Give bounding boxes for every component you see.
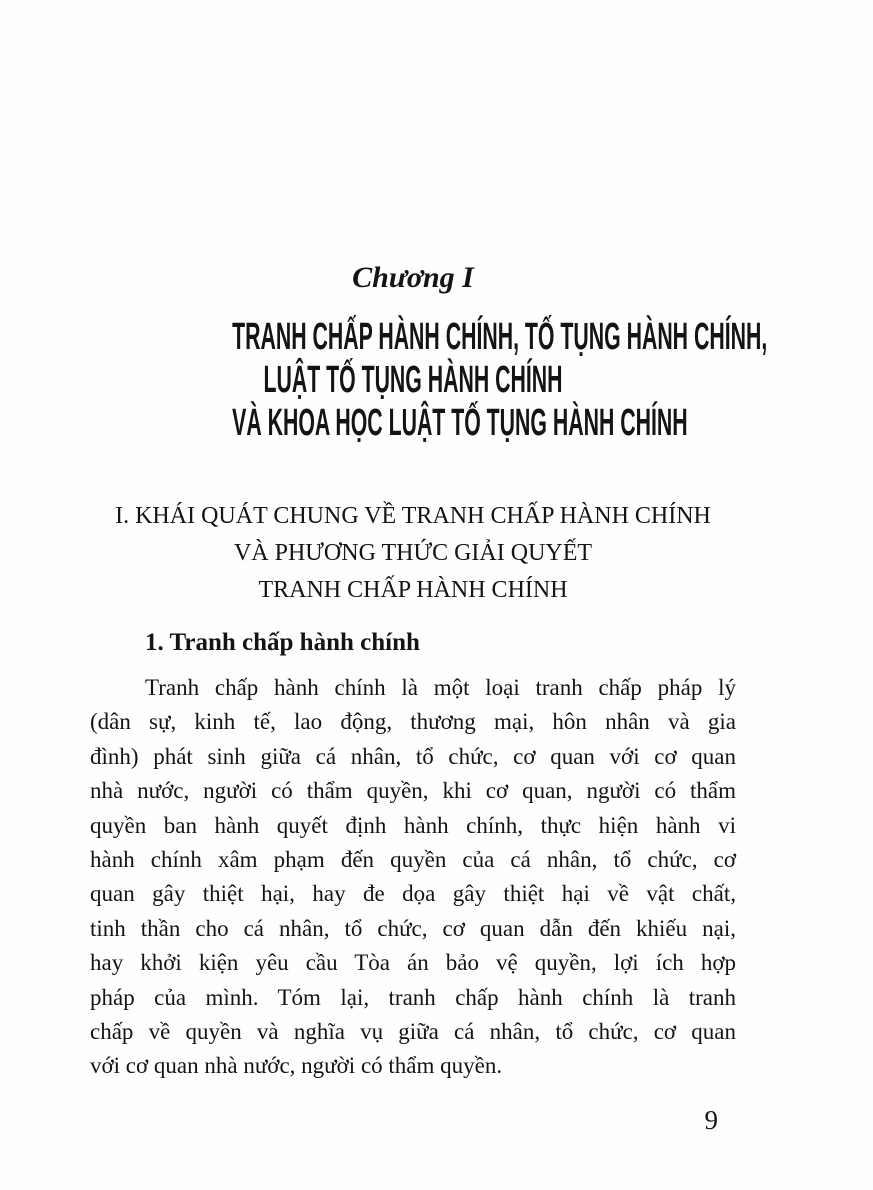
chapter-title-line: TRANH CHẤP HÀNH CHÍNH, TỐ TỤNG HÀNH CHÍNH, xyxy=(232,316,768,358)
section-heading-line: TRANH CHẤP HÀNH CHÍNH xyxy=(258,577,568,603)
section-heading xyxy=(90,498,736,609)
paragraph-line: đình) phát sinh giữa cá nhân, tổ chức, cơ quan với cơ quan xyxy=(90,743,736,769)
paragraph-line: quyền ban hành quyết định hành chính, thực hiện hành vi xyxy=(90,812,736,838)
paragraph-line: chấp về quyền và nghĩa vụ giữa cá nhân, tổ chức, cơ quan xyxy=(90,1019,736,1045)
subsection-heading: 1. Tranh chấp hành chính xyxy=(145,629,420,656)
section-heading-line: VÀ PHƯƠNG THỨC GIẢI QUYẾT xyxy=(233,540,593,566)
paragraph xyxy=(90,671,736,1084)
section-heading-line: I. KHÁI QUÁT CHUNG VỀ TRANH CHẤP HÀNH CHÍNH xyxy=(115,503,711,529)
chapter-title xyxy=(90,316,768,445)
chapter-title-line: VÀ KHOA HỌC LUẬT TỐ TỤNG HÀNH CHÍNH xyxy=(232,402,688,444)
paragraph-line: (dân sự, kinh tế, lao động, thương mại, hôn nhân và gia xyxy=(90,709,736,735)
paragraph-line: với cơ quan nhà nước, người có thẩm quyền. xyxy=(90,1053,503,1079)
chapter-title-line: LUẬT TỐ TỤNG HÀNH CHÍNH xyxy=(263,359,563,401)
page-number: 9 xyxy=(704,1105,718,1135)
paragraph-line: Tranh chấp hành chính là một loại tranh chấp pháp lý xyxy=(145,675,736,700)
paragraph-line: hành chính xâm phạm đến quyền của cá nhân, tổ chức, cơ xyxy=(90,847,736,873)
paragraph-line: nhà nước, người có thẩm quyền, khi cơ quan, người có thẩm xyxy=(90,778,736,804)
chapter-label: Chương I xyxy=(352,261,474,294)
paragraph-line: pháp của mình. Tóm lại, tranh chấp hành chính là tranh xyxy=(90,984,736,1010)
paragraph-line: hay khởi kiện yêu cầu Tòa án bảo vệ quyền, lợi ích hợp xyxy=(90,950,736,976)
paragraph-line: tinh thần cho cá nhân, tổ chức, cơ quan dẫn đến khiếu nại, xyxy=(90,915,736,941)
paragraph-line: quan gây thiệt hại, hay đe dọa gây thiệt hại về vật chất, xyxy=(90,881,736,907)
